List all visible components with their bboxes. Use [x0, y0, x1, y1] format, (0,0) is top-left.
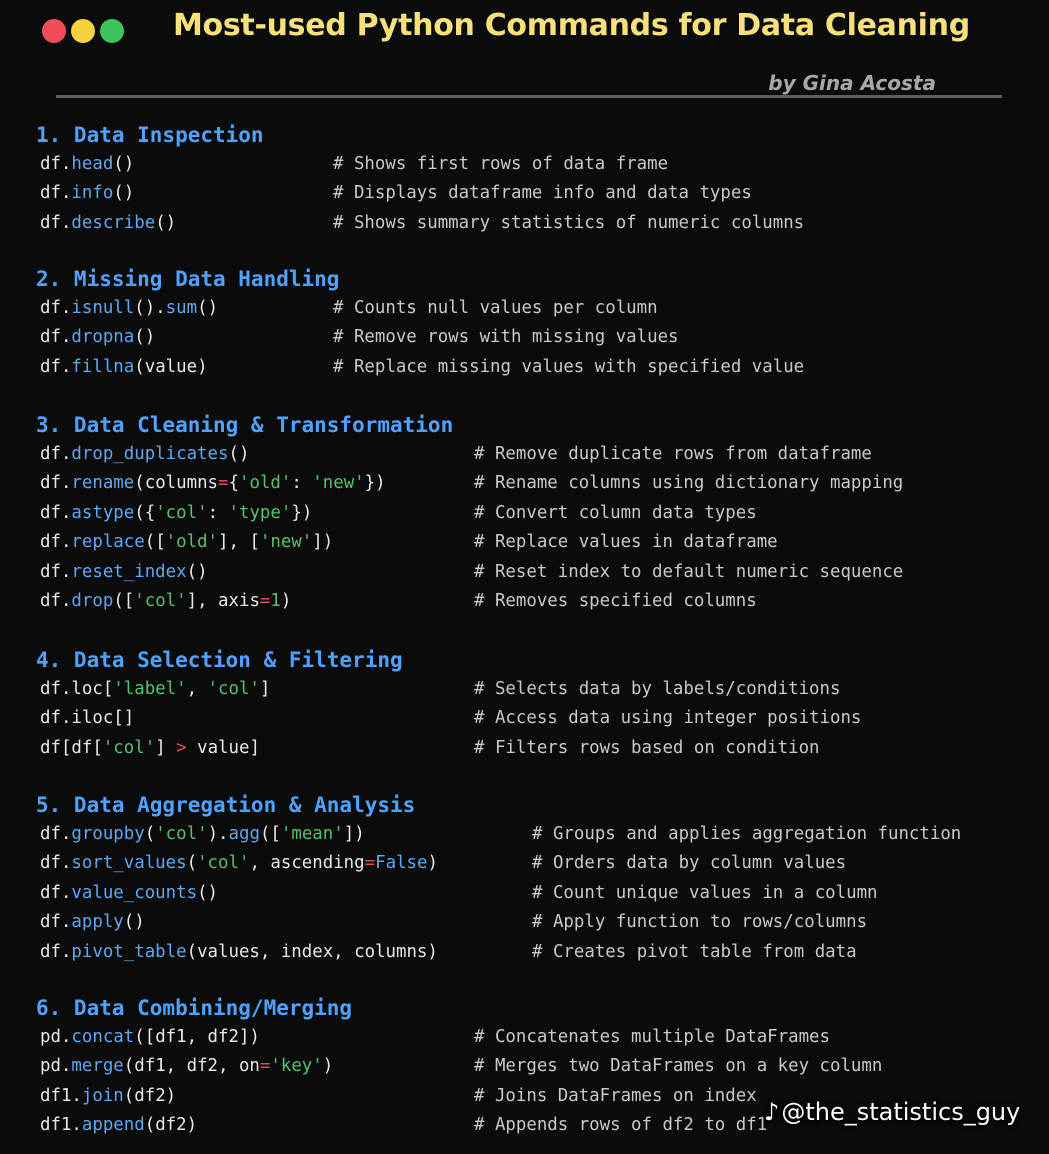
code-token: 'col' [197, 853, 250, 874]
command-code [40, 532, 333, 552]
command-code [40, 213, 176, 233]
command-comment: # Filters rows based on condition [474, 737, 820, 758]
command-code [40, 503, 312, 523]
header [0, 0, 1049, 110]
code-token: = [364, 853, 376, 874]
command-row [0, 562, 1049, 591]
command-code [40, 298, 218, 318]
watermark [764, 1098, 1020, 1126]
code-token: df. [40, 502, 72, 523]
command-comment: # Concatenates multiple DataFrames [474, 1027, 830, 1047]
command-row [0, 503, 1049, 532]
code-token: df. [40, 212, 72, 233]
code-token: : [291, 473, 313, 494]
code-token: df.loc[ [40, 679, 114, 699]
command-comment: # Remove duplicate rows from dataframe [474, 444, 872, 464]
code-token: astype [71, 502, 135, 523]
command-comment: # Count unique values in a column [532, 882, 878, 903]
command-code [40, 824, 365, 844]
section-title: 6. Data Combining/Merging [36, 996, 353, 1020]
command-row [0, 853, 1049, 882]
code-token: > [176, 737, 187, 758]
code-token: df. [40, 941, 72, 962]
code-token: df. [40, 561, 72, 582]
command-comment: # Merges two DataFrames on a key column [474, 1056, 883, 1077]
code-token: df1. [40, 1085, 82, 1106]
command-comment: # Orders data by column values [532, 853, 847, 874]
section-title: 3. Data Cleaning & Transformation [36, 413, 454, 437]
command-code [40, 1115, 197, 1135]
command-row [0, 213, 1049, 242]
command-code [40, 679, 270, 699]
code-token: 'col' [102, 737, 156, 758]
command-comment: # Rename columns using dictionary mapping [474, 473, 904, 494]
command-comment: # Shows summary statistics of numeric columns [333, 212, 805, 233]
command-comment: # Apply function to rows/columns [532, 912, 868, 933]
command-comment: # Removes specified columns [474, 591, 757, 611]
code-token: rename [71, 473, 135, 494]
code-token: sum [165, 298, 198, 318]
code-token: ). [207, 824, 229, 844]
command-code [40, 1056, 333, 1076]
command-code [40, 183, 134, 203]
command-code [40, 444, 249, 464]
command-code [40, 883, 218, 903]
code-token: () [186, 561, 208, 582]
code-token: () [113, 154, 135, 174]
code-token: }) [291, 502, 313, 523]
code-token: , ascending [249, 853, 365, 874]
code-token: = [259, 1056, 271, 1077]
command-code [40, 1027, 260, 1047]
code-token: df. [40, 473, 72, 494]
code-token: isnull [71, 298, 135, 318]
command-code [40, 1086, 176, 1106]
code-token: (df2) [144, 1115, 198, 1136]
command-row [0, 1056, 1049, 1085]
code-token: 'mean' [280, 824, 344, 844]
red-dot-icon [42, 19, 66, 43]
command-comment: # Creates pivot table from data [532, 941, 857, 962]
command-row [0, 357, 1049, 386]
code-token: apply [71, 912, 124, 933]
code-token: dropna [71, 327, 135, 348]
command-row [0, 679, 1049, 708]
header-divider [56, 95, 1002, 98]
command-code [40, 912, 145, 932]
code-token: ] [259, 679, 271, 699]
code-token: ) [322, 1056, 334, 1077]
code-token: pd. [40, 1056, 72, 1077]
code-token: 1 [270, 591, 281, 611]
command-comment: # Remove rows with missing values [333, 327, 679, 348]
command-row [0, 942, 1049, 971]
code-token: df1. [40, 1115, 82, 1136]
command-comment: # Shows first rows of data frame [333, 154, 669, 174]
code-token: 'key' [270, 1056, 323, 1077]
command-comment: # Selects data by labels/conditions [474, 679, 841, 699]
code-token: df. [40, 183, 72, 204]
code-token: }) [364, 473, 386, 494]
code-token: ([ [113, 591, 135, 611]
code-token: df. [40, 327, 72, 348]
code-token: ]) [343, 824, 365, 844]
code-token: reset_index [71, 561, 187, 582]
code-token: = [218, 473, 229, 494]
command-comment: # Joins DataFrames on index [474, 1085, 757, 1106]
command-row [0, 708, 1049, 737]
code-token: 'col' [134, 591, 187, 611]
code-token: 'col' [155, 824, 208, 844]
code-token: pivot_table [71, 941, 187, 962]
command-row [0, 1027, 1049, 1056]
command-comment: # Replace values in dataframe [474, 532, 778, 553]
code-token: df. [40, 912, 72, 933]
code-token: df. [40, 882, 72, 903]
command-comment: # Displays dataframe info and data types [333, 183, 752, 204]
code-token: value_counts [71, 882, 198, 903]
code-token: df. [40, 298, 72, 318]
code-token: (df2) [123, 1085, 177, 1106]
code-token: ( [144, 824, 156, 844]
code-token: df.iloc[] [40, 708, 135, 729]
code-token: 'new' [259, 532, 313, 553]
section-title: 1. Data Inspection [36, 123, 264, 147]
command-row [0, 183, 1049, 212]
code-token: ( [186, 853, 198, 874]
code-token: ([df1, df2]) [134, 1027, 260, 1047]
code-token: () [123, 912, 145, 933]
code-token: 'new' [312, 473, 365, 494]
code-token: df. [40, 824, 72, 844]
code-token: drop [71, 591, 114, 611]
command-row [0, 824, 1049, 853]
page-title: Most-used Python Commands for Data Cleaning [173, 8, 970, 43]
code-token: pd. [40, 1027, 72, 1047]
code-token: value] [186, 737, 260, 758]
code-token: : [207, 502, 229, 523]
code-token: agg [228, 824, 260, 844]
command-row [0, 591, 1049, 620]
green-dot-icon [100, 19, 124, 43]
command-code [40, 473, 386, 493]
code-token: 'col' [207, 679, 260, 699]
code-token: df. [40, 444, 72, 464]
code-token: df. [40, 532, 72, 553]
code-token: ) [427, 853, 438, 874]
code-token: drop_duplicates [71, 444, 229, 464]
code-token: () [197, 298, 219, 318]
code-token: replace [71, 532, 145, 553]
code-token: df. [40, 154, 72, 174]
code-token: () [113, 183, 135, 204]
command-row [0, 327, 1049, 356]
command-code [40, 853, 438, 873]
code-token: df. [40, 356, 72, 377]
code-token: merge [71, 1056, 124, 1077]
code-token: (df1, df2, on [123, 1056, 260, 1077]
command-code [40, 154, 134, 174]
code-token: () [155, 212, 177, 233]
code-token: df. [40, 853, 72, 874]
command-code [40, 562, 208, 582]
command-row [0, 912, 1049, 941]
yellow-dot-icon [71, 19, 95, 43]
command-row [0, 154, 1049, 183]
section-title: 2. Missing Data Handling [36, 267, 340, 291]
command-comment: # Appends rows of df2 to df1 [474, 1115, 768, 1136]
command-code [40, 708, 134, 728]
code-token: df. [40, 591, 72, 611]
code-token: describe [71, 212, 156, 233]
tiktok-icon: ♪ [764, 1098, 780, 1126]
code-token: info [71, 183, 114, 204]
code-token: 'old' [238, 473, 292, 494]
code-token: df[df[ [40, 737, 103, 758]
section-title: 5. Data Aggregation & Analysis [36, 793, 416, 817]
code-token: 'col' [155, 502, 208, 523]
code-token: False [375, 853, 428, 874]
command-row [0, 883, 1049, 912]
code-token: ) [280, 591, 292, 611]
code-token: groupby [71, 824, 145, 844]
command-row [0, 444, 1049, 473]
code-token: ([ [144, 532, 166, 553]
command-row [0, 738, 1049, 767]
code-token: () [197, 882, 219, 903]
command-code [40, 357, 208, 377]
command-comment: # Groups and applies aggregation function [532, 824, 962, 844]
code-token: join [81, 1085, 124, 1106]
code-token: head [71, 154, 114, 174]
code-token: (values, index, columns) [186, 941, 438, 962]
code-token: = [259, 591, 271, 611]
watermark-handle: @the_statistics_guy [781, 1098, 1021, 1126]
code-token: (value) [134, 356, 208, 377]
code-token: 'type' [228, 502, 292, 523]
code-token: ] [155, 737, 177, 758]
command-code [40, 591, 291, 611]
code-token: 'old' [165, 532, 219, 553]
code-token: concat [71, 1027, 135, 1047]
command-row [0, 473, 1049, 502]
code-token: sort_values [71, 853, 187, 874]
code-token: ]) [312, 532, 334, 553]
command-code [40, 327, 155, 347]
command-code [40, 738, 260, 758]
code-token: () [228, 444, 250, 464]
window-controls [42, 19, 124, 43]
code-token: ], axis [186, 591, 260, 611]
command-code [40, 942, 438, 962]
command-comment: # Reset index to default numeric sequence [474, 561, 904, 582]
code-token: , [186, 679, 208, 699]
code-token: () [134, 327, 156, 348]
author-byline: by Gina Acosta [768, 71, 936, 95]
code-token: (columns [134, 473, 219, 494]
command-comment: # Access data using integer positions [474, 708, 862, 729]
command-comment: # Convert column data types [474, 502, 757, 523]
code-token: ({ [134, 502, 156, 523]
section-title: 4. Data Selection & Filtering [36, 648, 403, 672]
code-token: ([ [259, 824, 281, 844]
code-token: { [228, 473, 239, 494]
command-row [0, 298, 1049, 327]
code-token: ], [ [218, 532, 260, 553]
code-token: 'label' [113, 679, 187, 699]
command-comment: # Counts null values per column [333, 298, 658, 318]
command-comment: # Replace missing values with specified value [333, 356, 805, 377]
command-row [0, 532, 1049, 561]
code-token: fillna [71, 356, 135, 377]
code-token: (). [134, 298, 166, 318]
code-token: append [81, 1115, 145, 1136]
